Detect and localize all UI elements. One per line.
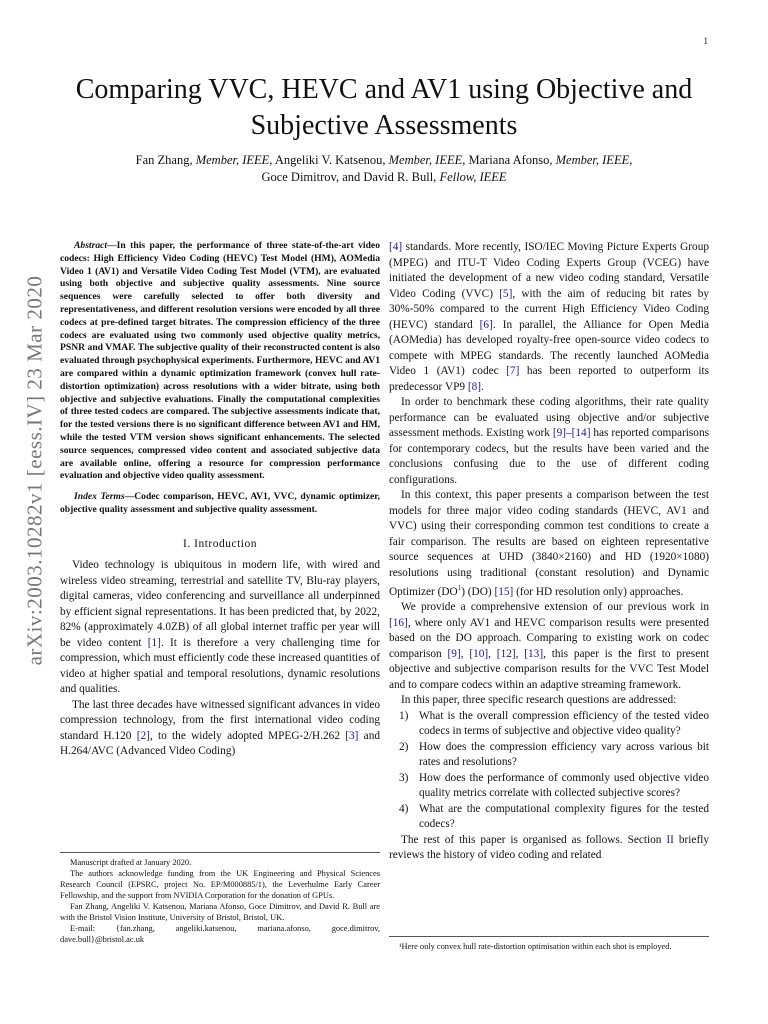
text: In order to benchmark these coding algorithms, their rate quality performance can be evaluated using objective and/or subjective assessment methods. Existing work (389, 396, 709, 439)
list-number: 1) (399, 709, 409, 722)
abstract-label: Abstract (74, 240, 108, 251)
text: The rest of this paper is organised as follows. Section (401, 833, 667, 846)
list-text: What is the overall compression efficiency of the tested video codecs in terms of subjective and objective video quality? (419, 709, 709, 738)
author-role: Member, IEEE, (555, 153, 633, 167)
right-paragraph-6 (389, 833, 709, 864)
citation-link[interactable]: [15] (494, 585, 514, 598)
list-item (389, 709, 709, 740)
right-paragraph-2 (389, 395, 709, 488)
text: Video technology is ubiquitous in modern life, with wired and wireless video streaming, terrestrial and satellite TV, Blu-ray players, digital cameras, video conferencing and surveillance all underpinned by efficient signal representations. It has been predicted that, by 2022, 82% (approximately 4.0ZB) of all global internet traffic per year will be video content (60, 559, 380, 649)
citation-link[interactable]: [5] (499, 287, 513, 300)
author-role: Member, IEEE (195, 153, 270, 167)
index-terms-text: —Codec comparison, HEVC, AV1, VVC, dynamic optimizer, objective quality assessment and subjective quality assessment. (60, 491, 380, 515)
text: briefly reviews the history of video coding and related (389, 833, 709, 862)
right-paragraph-4 (389, 600, 709, 693)
abstract-text: —In this paper, the performance of three state-of-the-art video codecs: High Efficiency Video Coding (HEVC) Test Model (HM), AOMedia Video 1 (AV1) and Versatile Video Coding Test Model (VTM), are evaluated using both objective and subjective quality assessments. Nine source sequences were carefully selected to offer both diversity and representativeness, and different resolution versions were encoded by all three codecs at pre-defined target bitrates. The compression efficiency of the three codecs are evaluated using two commonly used objective quality metrics, PSNR and VMAF. The subjective quality of their reconstructed content is also evaluated through psychophysical experiments. Furthermore, HEVC and AV1 are compared within a dynamic optimization framework (convex hull rate-distortion optimization) across resolutions with a wider bitrate, using both objective and subjective evaluations. Finally the computational complexities of three tested codecs are compared. The subjective assessments indicate that, for the tested versions there is no significant difference between AV1 and HM, while the tested VTM version shows significant enhancements. The selected source sequences, compressed video content and associated subjective data are available online, offering a resource for compression performance evaluation and objective video quality assessment. (60, 240, 380, 482)
text: has reported comparisons for contemporary codecs, but the results have been varied and the conclusions confusing due to the use of different coding configurations. (389, 427, 709, 486)
right-footnote (389, 936, 709, 952)
list-text: What are the computational complexity figures for the tested codecs? (419, 802, 709, 831)
author-fan-zhang: Fan Zhang, (135, 153, 196, 167)
text: and H.264/AVC (Advanced Video Coding) (60, 729, 380, 758)
list-text: How does the compression efficiency vary across various bit rates and resolutions? (419, 740, 709, 769)
author-dimitrov-bull: Goce Dimitrov, and David R. Bull, (261, 170, 440, 184)
author-role: Fellow, IEEE (439, 170, 507, 184)
paper-title: Comparing VVC, HEVC and AV1 using Objective and Subjective Assessments (75, 74, 693, 141)
author-list (70, 152, 698, 186)
citation-link[interactable]: [8] (467, 380, 482, 393)
arxiv-identifier (20, 240, 50, 700)
citation-link[interactable]: [2] (136, 729, 150, 742)
text: ) (DO) (461, 585, 495, 598)
abstract (60, 240, 380, 483)
citation-link[interactable]: [16] (389, 616, 408, 629)
citation-link[interactable]: [3] (345, 729, 359, 742)
list-number: 3) (399, 771, 409, 784)
list-item (389, 740, 709, 771)
text: , with the aim of reducing bit rates by 30%-50% compared to the current High Efficiency Video Coding (HEVC) standard (389, 287, 709, 331)
footnote-email: E-mail: {fan.zhang, angeliki.katsenou, mariana.afonso, goce.dimitrov, dave.bull}@bristol.ac.uk (60, 924, 380, 944)
right-paragraph-3 (389, 488, 709, 600)
footnote-mark[interactable]: 1 (457, 584, 462, 592)
page-number: 1 (703, 36, 708, 46)
citation-link[interactable]: [6] (479, 318, 493, 331)
text: (for HD resolution only) approaches. (513, 585, 684, 598)
index-terms (60, 491, 380, 517)
intro-paragraph-2 (60, 698, 380, 760)
footnote-do: ¹Here only convex hull rate-distortion optimisation within each shot is employed. (399, 942, 672, 951)
arxiv-id-text: arXiv:2003.10282v1 [eess.IV] 23 Mar 2020 (22, 275, 47, 665)
right-column (389, 240, 709, 864)
research-questions-list (389, 709, 709, 833)
text: , where only AV1 and HEVC comparison results were presented based on the DO approach. Comparing to existing work on codec comparison (389, 616, 709, 660)
section-heading-introduction: I. Introduction (183, 537, 257, 550)
list-number: 2) (399, 740, 409, 753)
right-paragraph-5: In this paper, three specific research questions are addressed: (401, 694, 677, 707)
left-column (60, 240, 380, 760)
citation-link[interactable]: [4] (389, 241, 403, 253)
list-text: How does the performance of commonly used objective video quality metrics correlate with collected subjective scores? (419, 771, 709, 800)
author-role: Member, IEEE (388, 153, 463, 167)
text: . (481, 380, 484, 393)
text: has been reported to outperform its predecessor VP9 (389, 365, 709, 393)
list-item (389, 802, 709, 833)
text: . In parallel, the Alliance for Open Media (AOMedia) has developed royalty-free open-source video codecs to compete with MPEG standards. The recently launched AOMedia Video 1 (AV1) codec (389, 318, 709, 377)
index-terms-label: Index Terms (74, 491, 125, 503)
citation-link[interactable]: [9], [10], [12], [13] (447, 647, 544, 660)
text: We provide a comprehensive extension of our previous work in (401, 601, 709, 614)
author-afonso: , Mariana Afonso, (462, 153, 556, 167)
left-footnotes (60, 852, 380, 945)
author-katsenou: , Angeliki V. Katsenou, (269, 153, 389, 167)
text: In this context, this paper presents a comparison between the test models for three major video coding standards (HEVC, AV1 and VVC) using their corresponding common test conditions to create a fair comparison. The results are based on eighteen representative source sequences at UHD (3840×2160) and HD (1920×1080) resolutions using traditional (constant resolution) and Dynamic Optimizer (DO (389, 489, 709, 598)
list-item (389, 771, 709, 802)
footnote-manuscript: Manuscript drafted at January 2020. (70, 858, 192, 867)
citation-link[interactable]: [9]–[14] (552, 427, 591, 439)
footnote-funding: The authors acknowledge funding from the UK Engineering and Physical Sciences Research Council (EPSRC, project No. EP/M000885/1), the Leverhulme Early Career Fellowship, and the support from NVIDIA Corporation for the donation of GPUs. (60, 869, 380, 900)
text: standards. More recently, ISO/IEC Moving Picture Experts Group (MPEG) and ITU-T Video Coding Experts Group (VCEG) have initiated the development of a new video coding standard, Versatile Video Coding (VVC) (389, 241, 709, 300)
text: . It is therefore a very challenging time for compression, which must efficiently code these increased quantities of video at higher spatial and temporal resolutions, dynamic resolutions and qualities. (60, 636, 381, 696)
right-paragraph-1 (389, 240, 709, 395)
footnote-affiliation: Fan Zhang, Angeliki V. Katsenou, Mariana Afonso, Goce Dimitrov, and David R. Bull are with the Bristol Vision Institute, University of Bristol, Bristol, UK. (60, 902, 380, 922)
text: The last three decades have witnessed significant advances in video compression technology, from the first international video coding standard H.120 (60, 698, 380, 742)
citation-link[interactable]: [7] (506, 365, 520, 377)
list-number: 4) (399, 802, 409, 815)
section-link[interactable]: II (666, 833, 674, 846)
intro-paragraph-1 (60, 558, 380, 698)
text: , to the widely adopted MPEG-2/H.262 (149, 729, 346, 742)
text: , this paper is the first to present objective and subjective comparison results for the VVC Test Model and to compare codecs within an adaptive streaming framework. (389, 647, 709, 691)
citation-link[interactable]: [1] (147, 636, 161, 649)
